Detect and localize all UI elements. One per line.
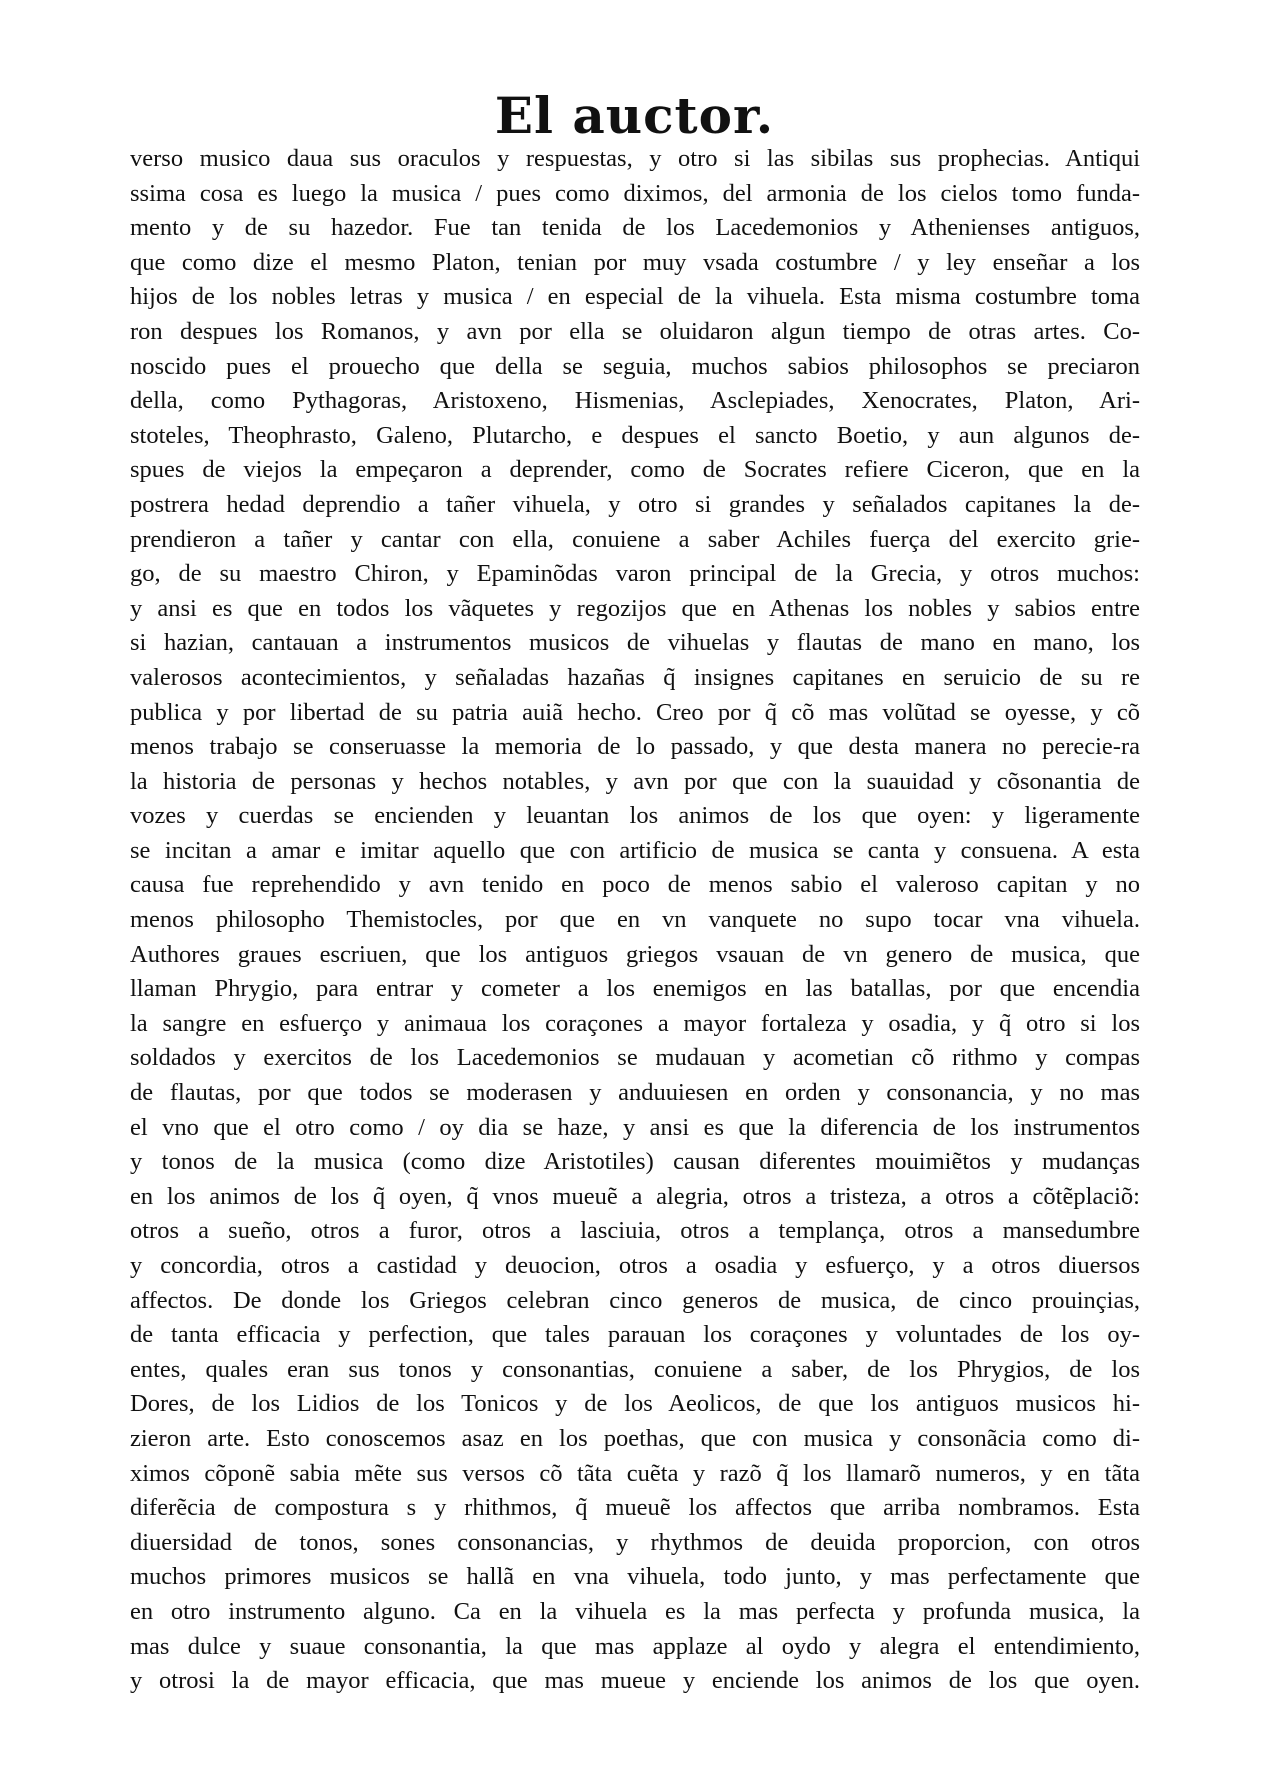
text-line: hijos de los nobles letras y musica / en especial de la vihuela. Esta misma costumbre toma [130, 283, 1140, 311]
page-heading: El auctor. [494, 86, 775, 145]
text-line: diuersidad de tonos, sones consonancias, y rhythmos de deuida proporcion, con otros [130, 1528, 1140, 1556]
body-text [130, 142, 1140, 1699]
text-line: noscido pues el prouecho que della se seguia, muchos sabios philosophos se preciaron [130, 352, 1140, 380]
text-line: ron despues los Romanos, y avn por ella se oluidaron algun tiempo de otras artes. Co- [130, 317, 1140, 345]
text-line: la sangre en esfuerço y animaua los coraçones a mayor fortaleza y osadia, y q̃ otro si los [130, 1009, 1140, 1037]
text-line: vozes y cuerdas se encienden y leuantan los animos de los que oyen: y ligeramente [130, 802, 1140, 830]
text-line: mas dulce y suaue consonantia, la que mas applaze al oydo y alegra el entendimiento, [130, 1632, 1140, 1660]
text-line: muchos primores musicos se hallã en vna vihuela, todo junto, y mas perfectamente que [130, 1563, 1140, 1591]
text-line: en los animos de los q̃ oyen, q̃ vnos mueuẽ a alegria, otros a tristeza, a otros a cõtẽplaciõ: [130, 1182, 1140, 1210]
text-line: verso musico daua sus oraculos y respuestas, y otro si las sibilas sus prophecias. Antiqui [130, 145, 1140, 172]
text-line: y otrosi la de mayor efficacia, que mas mueue y enciende los animos de los que oyen. [130, 1667, 1140, 1695]
text-line: ssima cosa es luego la musica / pues como diximos, del armonia de los cielos tomo funda- [130, 179, 1140, 207]
text-line: prendieron a tañer y cantar con ella, conuiene a saber Achiles fuerça del exercito grie- [130, 525, 1140, 553]
text-line: de tanta efficacia y perfection, que tales parauan los coraçones y voluntades de los oy- [130, 1321, 1140, 1349]
text-line: el vno que el otro como / oy dia se haze, y ansi es que la diferencia de los instrumentos [130, 1113, 1140, 1141]
text-line: menos trabajo se conseruasse la memoria de lo passado, y que desta manera no perecie-ra [130, 733, 1140, 761]
text-line: affectos. De donde los Griegos celebran cinco generos de musica, de cinco prouinçias, [130, 1286, 1140, 1314]
text-line: publica y por libertad de su patria auiã hecho. Creo por q̃ cõ mas volũtad se oyesse, y cõ [130, 698, 1140, 726]
text-line: stoteles, Theophrasto, Galeno, Plutarcho, e despues el sancto Boetio, y aun algunos de- [130, 421, 1140, 449]
text-line: ximos cõponẽ sabia mẽte sus versos cõ tãta cuẽta y razõ q̃ los llamarõ numeros, y en tãta [130, 1459, 1140, 1487]
text-line: soldados y exercitos de los Lacedemonios se mudauan y acometian cõ rithmo y compas [130, 1044, 1140, 1072]
text-line: entes, quales eran sus tonos y consonantias, conuiene a saber, de los Phrygios, de los [130, 1355, 1140, 1383]
text-line: de flautas, por que todos se moderasen y anduuiesen en orden y consonancia, y no mas [130, 1079, 1140, 1107]
text-line: valerosos acontecimientos, y señaladas hazañas q̃ insignes capitanes en seruicio de su re [130, 663, 1140, 691]
text-line: causa fue reprehendido y avn tenido en poco de menos sabio el valeroso capitan y no [130, 871, 1140, 899]
text-line: que como dize el mesmo Platon, tenian por muy vsada costumbre / y ley enseñar a los [130, 248, 1140, 276]
text-line: y ansi es que en todos los vãquetes y regozijos que en Athenas los nobles y sabios entre [130, 594, 1140, 622]
text-line: zieron arte. Esto conoscemos asaz en los poethas, que con musica y consonãcia como di- [130, 1424, 1140, 1452]
text-line: spues de viejos la empeçaron a deprender, como de Socrates refiere Ciceron, que en la [130, 456, 1140, 484]
text-line: della, como Pythagoras, Aristoxeno, Hismenias, Asclepiades, Xenocrates, Platon, Ari- [130, 387, 1140, 415]
text-line: otros a sueño, otros a furor, otros a lasciuia, otros a templança, otros a mansedumbre [130, 1217, 1140, 1245]
text-line: Authores graues escriuen, que los antiguos griegos vsauan de vn genero de musica, que [130, 940, 1140, 968]
text-line: diferẽcia de compostura s y rhithmos, q̃ mueuẽ los affectos que arriba nombramos. Esta [130, 1494, 1140, 1522]
text-line: la historia de personas y hechos notables, y avn por que con la suauidad y cõsonantia de [130, 767, 1140, 795]
text-line: postrera hedad deprendio a tañer vihuela, y otro si grandes y señalados capitanes la de- [130, 490, 1140, 518]
text-line: se incitan a amar e imitar aquello que con artificio de musica se canta y consuena. A esta [130, 836, 1140, 864]
text-line: go, de su maestro Chiron, y Epaminõdas varon principal de la Grecia, y otros muchos: [130, 560, 1140, 588]
text-line: si hazian, cantauan a instrumentos musicos de vihuelas y flautas de mano en mano, los [130, 629, 1140, 657]
text-line: y concordia, otros a castidad y deuocion, otros a osadia y esfuerço, y a otros diuersos [130, 1252, 1140, 1279]
text-line: en otro instrumento alguno. Ca en la vihuela es la mas perfecta y profunda musica, la [130, 1597, 1140, 1625]
text-line: y tonos de la musica (como dize Aristotiles) causan diferentes mouimiẽtos y mudanças [130, 1148, 1140, 1176]
text-line: menos philosopho Themistocles, por que en vn vanquete no supo tocar vna vihuela. [130, 906, 1140, 934]
text-line: Dores, de los Lidios de los Tonicos y de los Aeolicos, de que los antiguos musicos hi- [130, 1390, 1140, 1418]
text-line: mento y de su hazedor. Fue tan tenida de los Lacedemonios y Athenienses antiguos, [130, 214, 1140, 242]
text-line: llaman Phrygio, para entrar y cometer a los enemigos en las batallas, por que encendia [130, 975, 1140, 1003]
